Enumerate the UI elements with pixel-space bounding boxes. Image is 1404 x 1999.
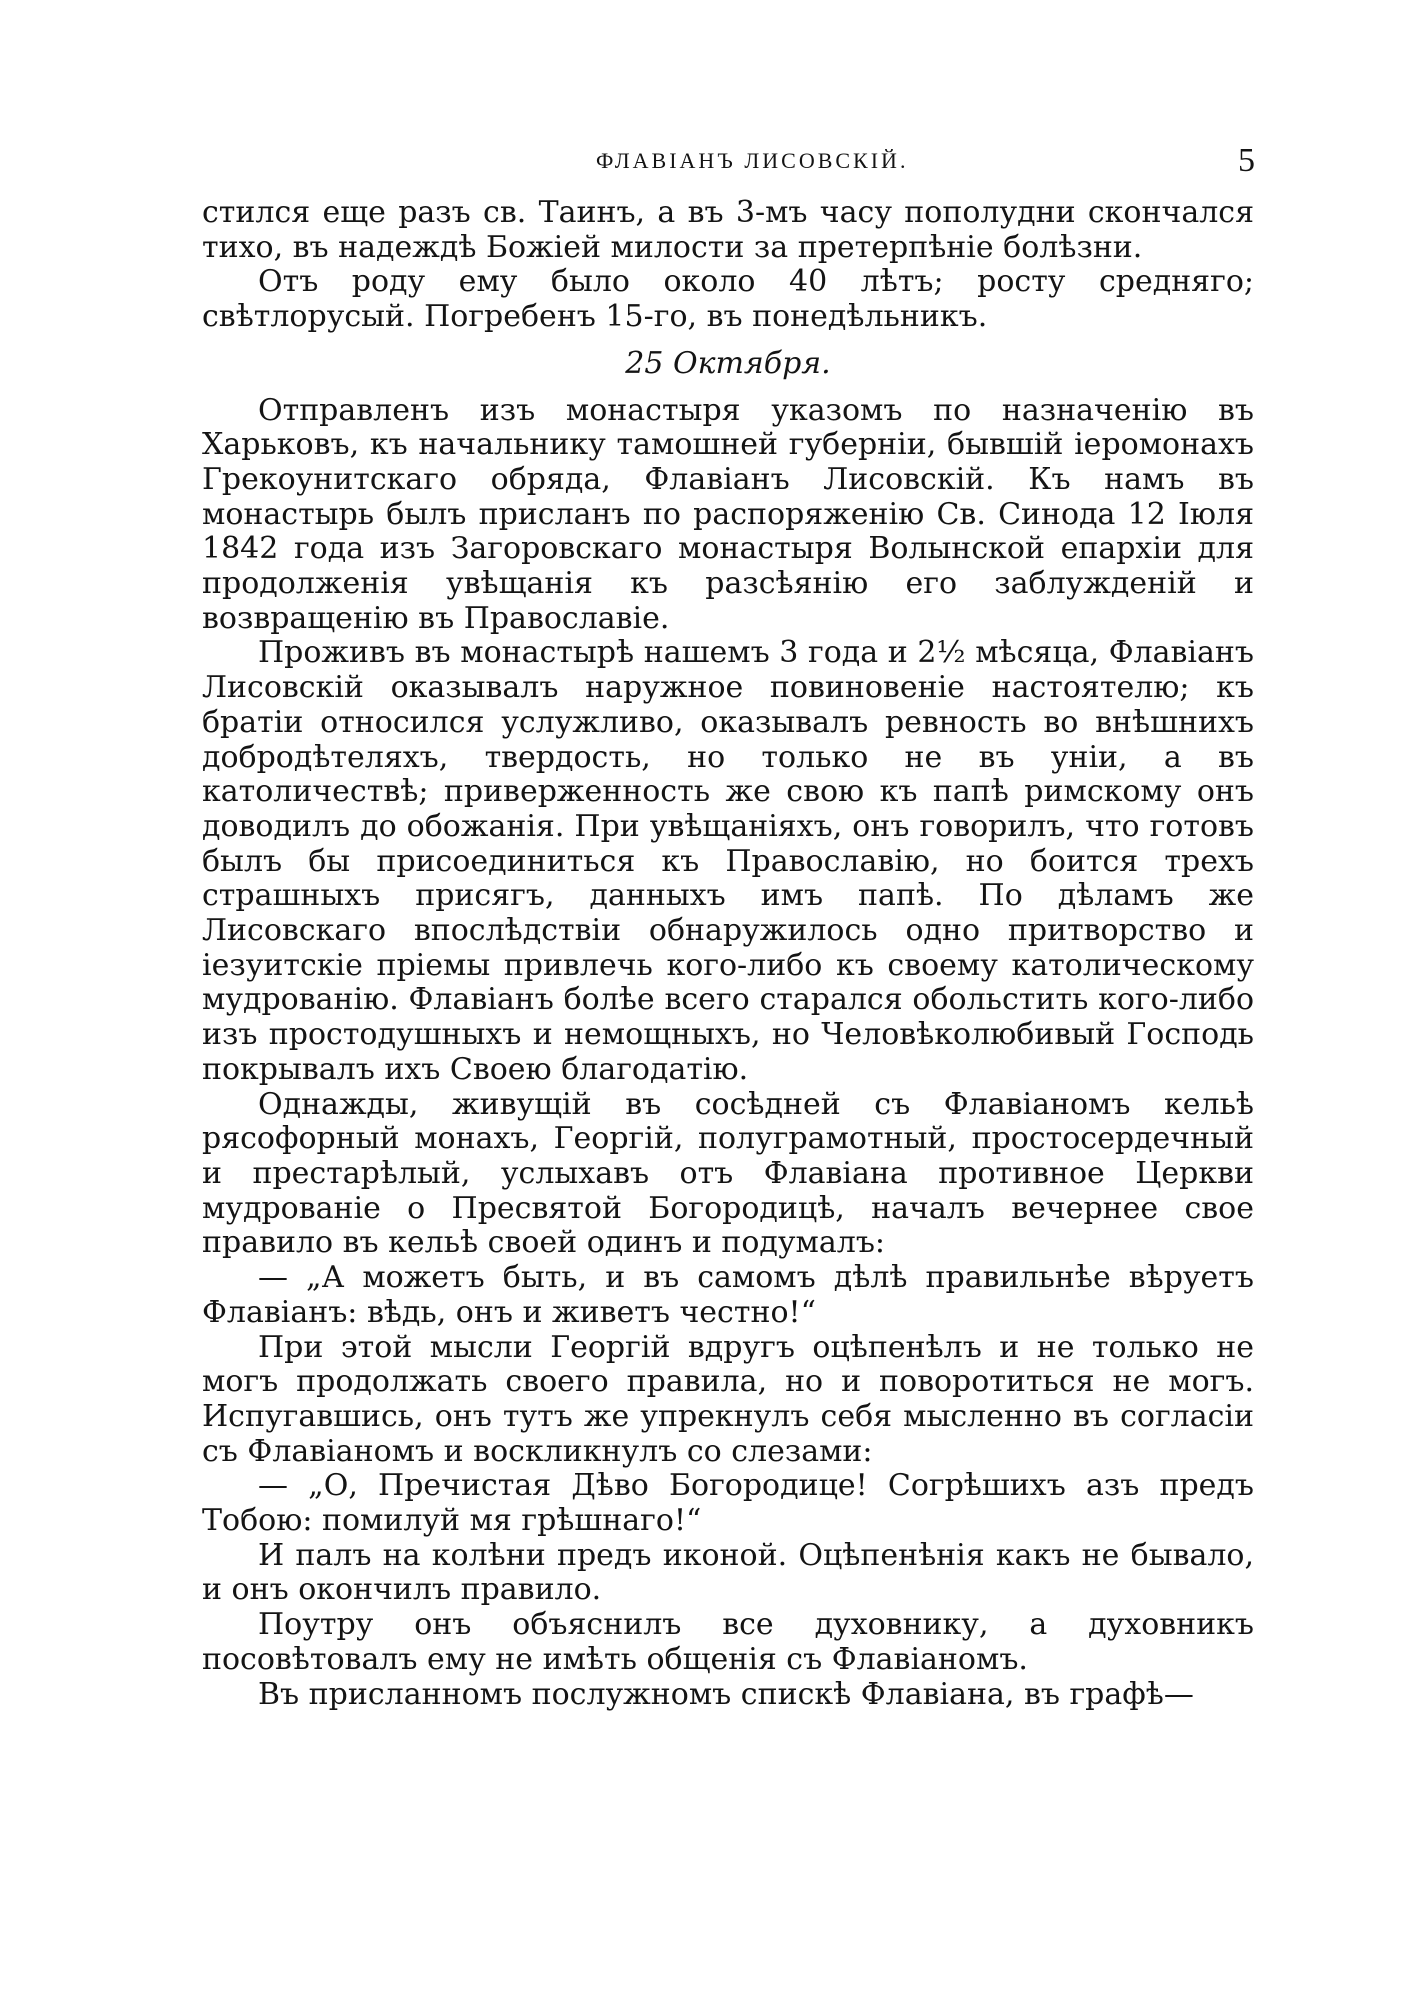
paragraph-continuation: стился еще разъ св. Таинъ, а въ 3-мъ часу пополудни скончался тихо, въ надеждѣ Божіей милости за претерпѣніе болѣзни. — [202, 195, 1254, 265]
running-head — [0, 142, 1404, 182]
paragraph-kneel: И палъ на колѣни предъ иконой. Оцѣпенѣнія какъ не бывало, и онъ окончилъ правило. — [202, 1537, 1254, 1608]
paragraph-numbness: При этой мысли Георгій вдругъ оцѣпенѣлъ и не только не могъ продолжать своего правила, но и поворотиться не могъ. Испугавшись, онъ тутъ же упрекнулъ себя мысленно въ согласіи съ Флавіаномъ и воскликнулъ со слезами: — [202, 1329, 1254, 1469]
paragraph-confessor: Поутру онъ объяснилъ все духовнику, а духовникъ посовѣтовалъ ему не имѣть общенія съ Флавіаномъ. — [202, 1607, 1254, 1677]
paragraph-georgiy: Однажды, живущій въ сосѣдней съ Флавіаномъ кельѣ рясофорный монахъ, Георгій, полуграмотный, простосердечный и престарѣлый, услыхавъ отъ Флавіана противное Церкви мудрованіе о Пресвятой Богородицѣ, началъ вечернее свое правило въ кельѣ своей одинъ и подумалъ: — [202, 1086, 1254, 1261]
quote-prayer: — „О, Пречистая Дѣво Богородице! Согрѣшихъ азъ предъ Тобою: помилуй мя грѣшнаго!“ — [202, 1468, 1254, 1539]
paragraph-dispatch: Отправленъ изъ монастыря указомъ по назначенію въ Харьковъ, къ начальнику тамошней губерніи, бывшій іеромонахъ Грекоунитскаго обряда, Флавіанъ Лисовскій. Къ намъ въ монастырь былъ присланъ по распоряженію Св. Синода 12 Іюля 1842 года изъ Загоровскаго монастыря Волынской епархіи для продолженія увѣщанія къ разсѣянію его заблужденій и возвращенію въ Православіе. — [202, 392, 1254, 636]
body-text — [202, 196, 1254, 1712]
running-title: ФЛАВІАНЪ ЛИСОВСКІЙ. — [596, 148, 909, 173]
quote-thought: — „А можетъ быть, и въ самомъ дѣлѣ правильнѣе вѣруетъ Флавіанъ: вѣдь, онъ и живетъ честно!“ — [202, 1260, 1254, 1330]
page-number: 5 — [1238, 142, 1255, 179]
paragraph-burial: Отъ роду ему было около 40 лѣтъ; росту средняго; свѣтлорусый. Погребенъ 15-го, въ понедѣльникъ. — [202, 264, 1254, 335]
paragraph-residence: Проживъ въ монастырѣ нашемъ 3 года и 2½ мѣсяца, Флавіанъ Лисовскій оказывалъ наружное повиновеніе настоятелю; къ братіи относился услужливо, оказывалъ ревность во внѣшнихъ добродѣтеляхъ, твердость, но только не въ уніи, а въ католичествѣ; приверженность же свою къ папѣ римскому онъ доводилъ до обожанія. При увѣщаніяхъ, онъ говорилъ, что готовъ былъ бы присоединиться къ Православію, но боится трехъ страшныхъ присягъ, данныхъ имъ папѣ. По дѣламъ же Лисовскаго впослѣдствіи обнаружилось одно притворство и іезуитскіе пріемы привлечь кого-либо къ своему католическому мудрованію. Флавіанъ болѣе всего старался обольстить кого-либо изъ простодушныхъ и немощныхъ, но Человѣколюбивый Господь покрывалъ ихъ Своею благодатію. — [202, 635, 1254, 1087]
paragraph-service-record: Въ присланномъ послужномъ спискѣ Флавіана, въ графѣ— — [258, 1676, 1194, 1712]
date-heading: 25 Октября. — [625, 345, 831, 381]
